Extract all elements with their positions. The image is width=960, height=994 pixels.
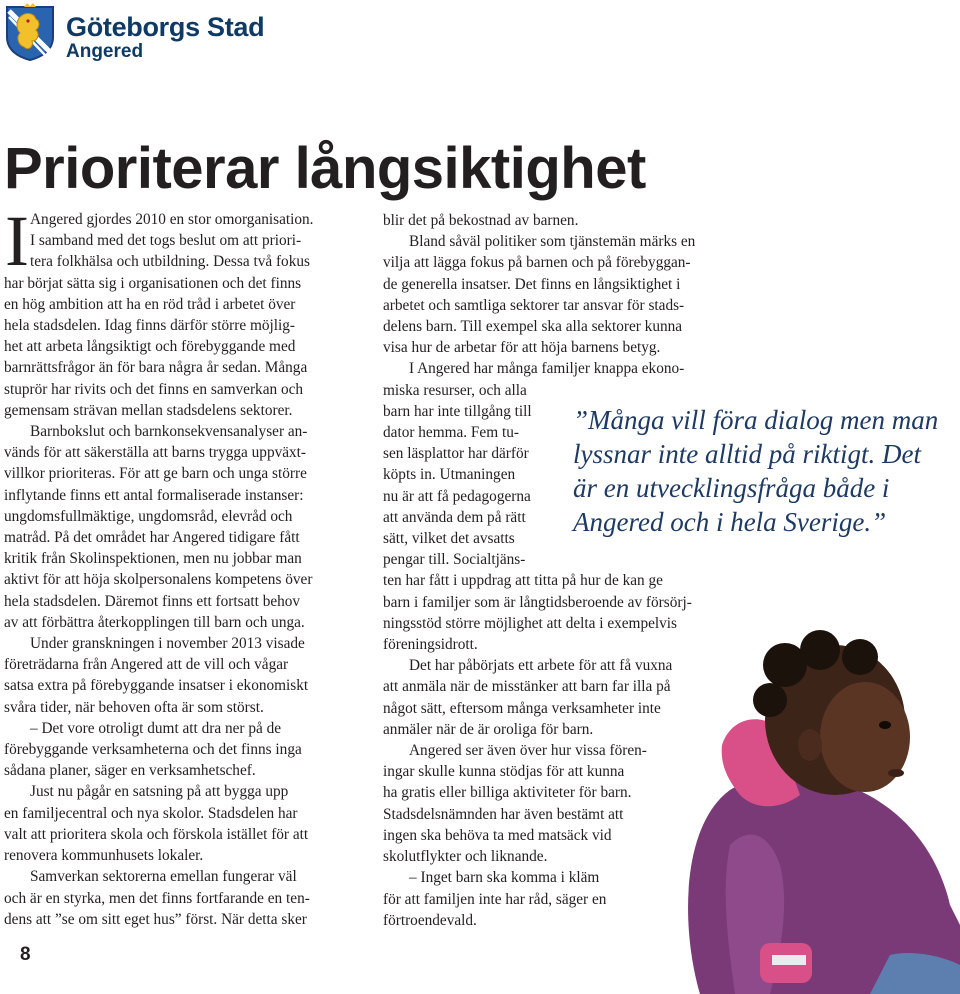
text-line: köpts in. Utmaningen xyxy=(383,466,516,484)
text-line: inflytande finns ett antal formaliserade instanser: xyxy=(4,486,304,504)
organization-name: Göteborgs Stad xyxy=(66,12,265,42)
text-line: nu är att få pedagogerna xyxy=(383,487,531,505)
text-line: att använda dem på rätt xyxy=(383,508,526,526)
page-number: 8 xyxy=(20,944,31,965)
text-line: för att familjen inte har råd, säger en xyxy=(383,890,607,908)
text-line: ha gratis eller billiga aktiviteter för barn. xyxy=(383,784,632,802)
text-line: I samband med det togs beslut om att priori- xyxy=(30,232,302,250)
quote-line: lyssnar inte alltid på riktigt. Det xyxy=(573,439,921,469)
child-photo xyxy=(660,625,960,994)
text-line: barnrättsfrågor än för bara några år sedan. Många xyxy=(4,359,308,377)
text-line: förtroendevald. xyxy=(383,911,477,929)
text-line: skolutflykter och liknande. xyxy=(383,848,548,866)
text-line: ingen ska behöva ta med matsäck vid xyxy=(383,826,612,844)
text-line: ungdomsfullmäktige, ungdomsråd, elevråd och xyxy=(4,507,293,525)
text-line: aktivt för att höja skolpersonalens kompetens över xyxy=(4,571,313,589)
text-line: dator hemma. Fem tu- xyxy=(383,424,519,442)
text-line: het att arbeta långsiktigt och förebyggande med xyxy=(4,338,296,356)
coat-of-arms-icon xyxy=(4,3,56,61)
text-line: en familjecentral och nya skolor. Stadsdelen har xyxy=(4,804,298,822)
text-line: Stadsdelsnämnden har även bestämt att xyxy=(383,805,624,823)
text-line: svåra tider, när behoven ofta är som störst. xyxy=(4,698,264,716)
text-line: Barnbokslut och barnkonsekvensanalyser an- xyxy=(30,423,308,441)
text-line: Under granskningen i november 2013 visade xyxy=(30,635,305,653)
text-line: Samverkan sektorerna emellan fungerar väl xyxy=(30,868,297,886)
text-line: Angered ser även över hur vissa fören- xyxy=(409,742,647,760)
quote-line: ”Många vill föra dialog men man xyxy=(573,405,939,435)
text-line: har börjat sätta sig i organisationen och det finns xyxy=(4,274,302,292)
text-line: hela stadsdelen. Däremot finns ett fortsatt behov xyxy=(4,592,301,610)
text-line: kritik från Skolinspektionen, men nu jobbar man xyxy=(4,550,302,568)
page-title: Prioriterar långsiktighet xyxy=(4,136,646,201)
text-line: miska resurser, och alla xyxy=(383,381,527,399)
text-line: stuprör har rivits och det finns en samverkan och xyxy=(4,380,304,398)
pull-quote xyxy=(573,403,953,539)
text-line: pengar till. Socialtjäns- xyxy=(383,551,526,569)
text-line: Bland såväl politiker som tjänstemän märks en xyxy=(409,233,696,251)
drop-cap: I xyxy=(5,201,29,281)
text-line: vilja att lägga fokus på barnen och på förebyggan- xyxy=(383,254,691,272)
text-line: valt att prioritera skola och förskola istället för att xyxy=(4,825,309,843)
text-line: barn har inte tillgång till xyxy=(383,402,532,420)
text-line: sådana planer, säger en verksamhetschef. xyxy=(4,762,256,780)
quote-line: är en utvecklingsfråga både i xyxy=(573,473,890,503)
text-line: barn i familjer som är långtidsberoende av försörj- xyxy=(383,593,692,611)
text-line: av att förbättra återkopplingen till barn och unga. xyxy=(4,613,305,631)
text-line: Angered gjordes 2010 en stor omorganisation. xyxy=(30,211,314,228)
text-line: Just nu pågår en satsning på att bygga upp xyxy=(30,783,289,801)
text-line: ten har fått i uppdrag att titta på hur de kan ge xyxy=(383,572,663,590)
text-line: arbetet och samtliga sektorer tar ansvar för stads- xyxy=(383,296,685,314)
text-line: tera folkhälsa och utbildning. Dessa två fokus xyxy=(30,253,310,271)
text-line: de generella insatser. Det finns en långsiktighet i xyxy=(383,275,681,293)
text-line: något sätt, eftersom många verksamheter inte xyxy=(383,699,661,717)
text-line: sätt, vilket det avsatts xyxy=(383,530,515,548)
text-line: blir det på bekostnad av barnen. xyxy=(383,212,579,229)
organization-header xyxy=(66,12,264,62)
text-line: satsa extra på förebyggande insatser i ekonomiskt xyxy=(4,677,309,695)
article-column-1 xyxy=(4,201,364,930)
quote-line: Angered och i hela Sverige.” xyxy=(573,507,887,537)
text-line: företrädarna från Angered att de vill och vågar xyxy=(4,656,289,674)
text-line: ningsstöd större möjlighet att delta i exempelvis xyxy=(383,614,677,632)
district-name: Angered xyxy=(66,41,144,62)
text-line: – Det vore otroligt dumt att dra ner på de xyxy=(30,719,282,737)
text-line: gemensam strävan mellan stadsdelens sektorer. xyxy=(4,401,293,419)
text-line: och är en styrka, men det finns fortfarande en ten- xyxy=(4,889,310,907)
text-line: visa hur de arbetar för att höja barnens betyg. xyxy=(383,339,661,357)
text-line: delens barn. Till exempel ska alla sektorer kunna xyxy=(383,318,683,336)
text-line: I Angered har många familjer knappa ekono- xyxy=(409,360,685,378)
text-line: förebyggande verksamheterna och det finns inga xyxy=(4,741,302,759)
text-line: hela stadsdelen. Idag finns därför större möjlig- xyxy=(4,317,295,335)
text-line: att anmäla när de misstänker att barn far illa på xyxy=(383,678,671,696)
text-line: anmäler när de är oroliga för barn. xyxy=(383,720,594,738)
text-line: föreningsidrott. xyxy=(383,636,478,654)
text-line: – Inget barn ska komma i kläm xyxy=(409,869,600,887)
text-line: en hög ambition att ha en röd tråd i arbetet över xyxy=(4,295,296,313)
text-line: dens att ”se om sitt eget hus” först. När detta sker xyxy=(4,910,307,928)
text-line: renovera kommunhusets lokaler. xyxy=(4,847,204,865)
text-line: ingar skulle kunna stödjas för att kunna xyxy=(383,763,625,781)
text-line: sen läsplattor har därför xyxy=(383,445,529,463)
text-line: Det har påbörjats ett arbete för att få vuxna xyxy=(409,657,673,675)
text-line: vänds för att säkerställa att barns trygga uppväxt- xyxy=(4,444,307,462)
text-line: matråd. På det området har Angered tidigare fått xyxy=(4,529,300,547)
text-line: villkor prioriteras. För att ge barn och unga större xyxy=(4,465,307,483)
